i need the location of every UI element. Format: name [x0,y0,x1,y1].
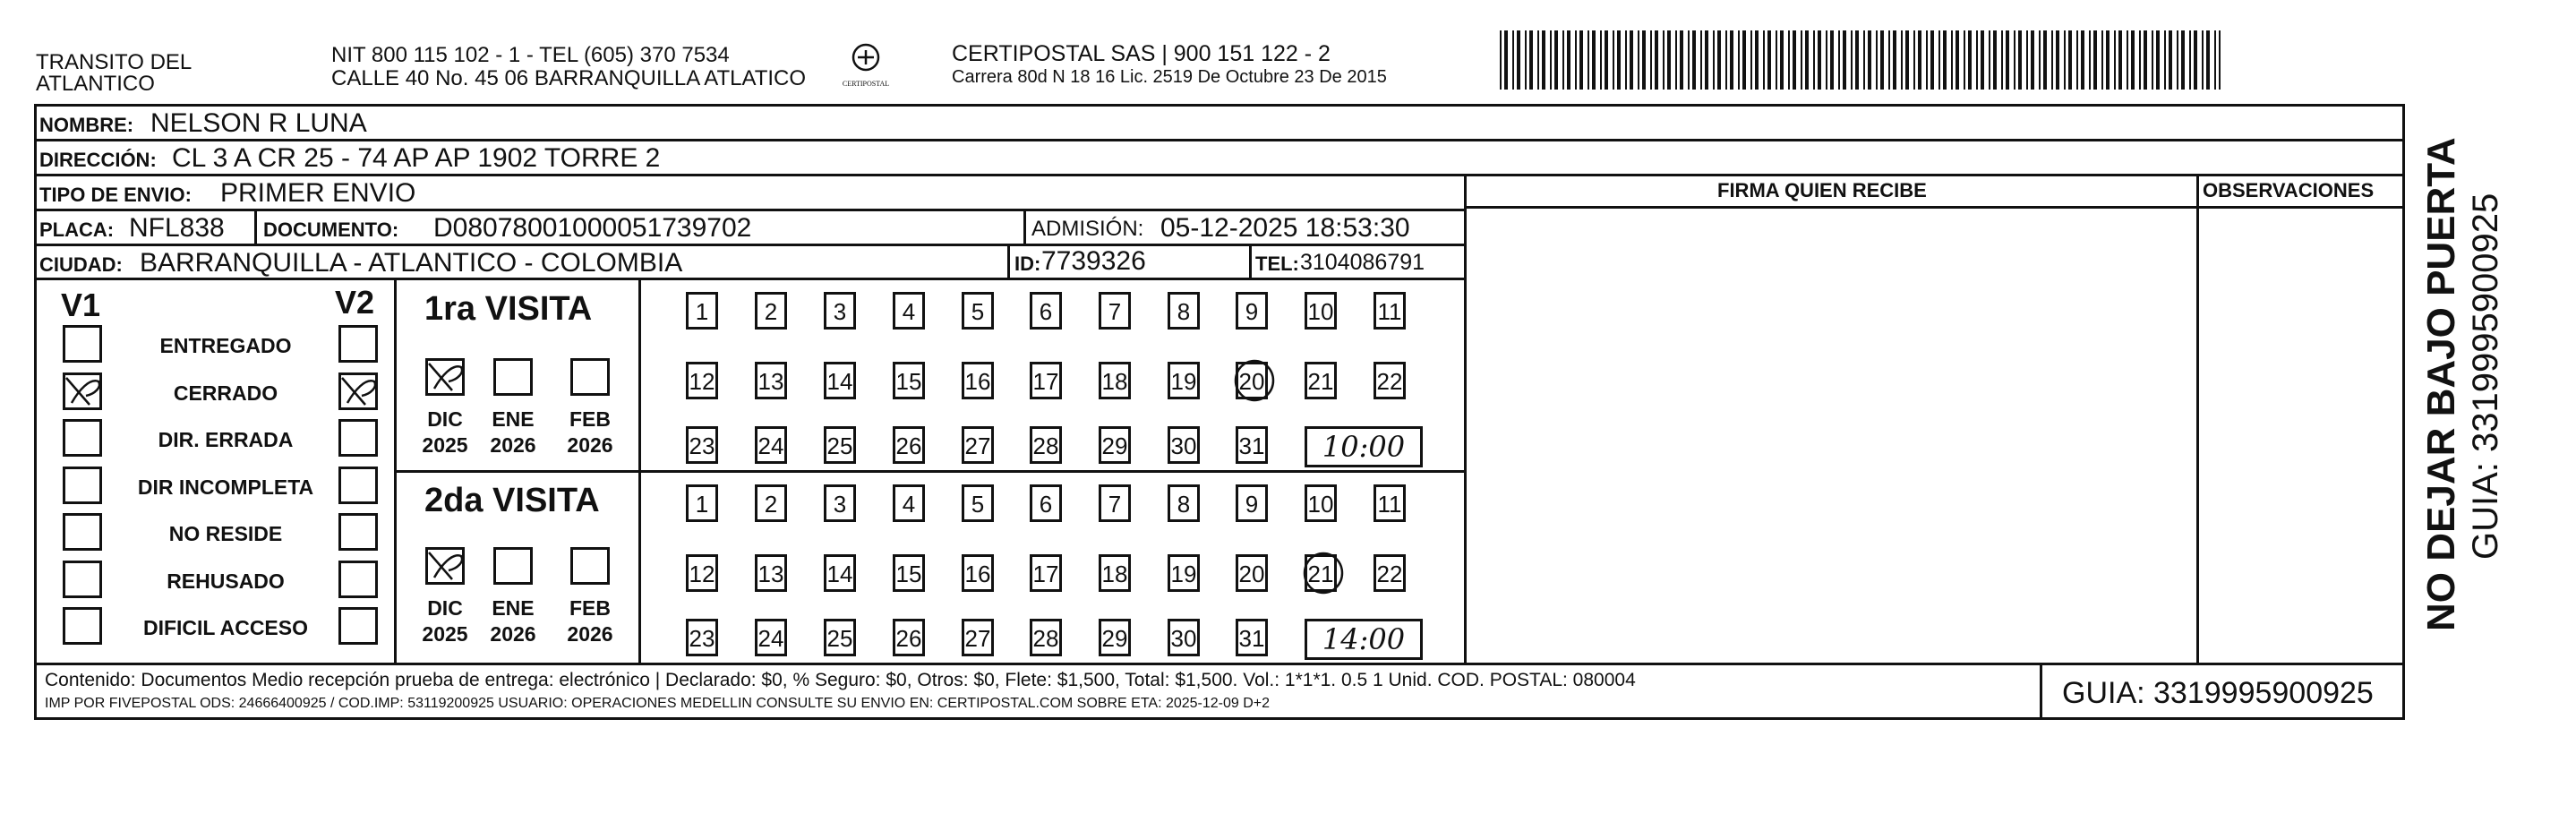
month-year: 2026 [490,432,536,457]
visit2-day-4[interactable]: 4 [893,484,925,522]
month-year: 2025 [422,621,468,646]
barcode [1500,30,2225,90]
side-guia: GUIA: 3319995900925 [2466,193,2505,560]
v1-header: V1 [61,287,101,323]
visit1-day-30[interactable]: 30 [1168,426,1200,464]
admision-value: 05-12-2025 18:53:30 [1160,213,1410,243]
visit1-day-4[interactable]: 4 [893,292,925,330]
address-line: CALLE 40 No. 45 06 BARRANQUILLA ATLATICO [331,66,807,90]
visit1-day-19[interactable]: 19 [1168,362,1200,399]
month-label [416,595,474,647]
visit1-day-28[interactable]: 28 [1030,426,1062,464]
visit2-day-25[interactable]: 25 [824,619,856,656]
visit2-day-18[interactable]: 18 [1099,554,1131,592]
visit2-month-dic[interactable] [425,547,465,585]
visit2-day-28[interactable]: 28 [1030,619,1062,656]
visit1-day-1[interactable]: 1 [686,292,718,330]
visit2-day-21[interactable]: 21 [1305,554,1337,592]
visit2-day-31[interactable]: 31 [1236,619,1268,656]
visit1-day-15[interactable]: 15 [893,362,925,399]
side-text [2411,125,2519,645]
svg-text:CERTIPOSTAL: CERTIPOSTAL [842,80,890,88]
footer-guia: GUIA: 3319995900925 [2062,676,2374,710]
month-label [561,595,619,647]
direccion-value: CL 3 A CR 25 - 74 AP AP 1902 TORRE 2 [172,143,661,173]
v2-checkbox-cerrado[interactable] [338,372,378,410]
visit2-month-feb[interactable] [570,547,610,585]
visit2-day-10[interactable]: 10 [1305,484,1337,522]
firma-header: FIRMA QUIEN RECIBE [1717,179,1927,201]
visit2-day-29[interactable]: 29 [1099,619,1131,656]
visit1-time-box[interactable]: 10:00 [1305,426,1423,467]
status-label: NO RESIDE [168,522,283,545]
status-label: DIFICIL ACCESO [142,616,308,639]
visit2-day-5[interactable]: 5 [962,484,994,522]
visit1-day-12[interactable]: 12 [686,362,718,399]
visit1-day-17[interactable]: 17 [1030,362,1062,399]
courier-address: Carrera 80d N 18 16 Lic. 2519 De Octubre 23 De 2015 [952,67,1387,87]
visit1-day-22[interactable]: 22 [1374,362,1406,399]
visit1-day-10[interactable]: 10 [1305,292,1337,330]
visit1-month-ene[interactable] [493,358,533,396]
visit2-day-23[interactable]: 23 [686,619,718,656]
visit2-day-11[interactable]: 11 [1374,484,1406,522]
handwritten-mark-icon [425,547,465,585]
footer-line2: IMP POR FIVEPOSTAL ODS: 24666400925 / COD.IMP: 53119200925 USUARIO: OPERACIONES MEDELLIN CONSULTE SU ENVIO EN: CERTIPOSTAL.COM SOBRE ETA: 2025-12-09 D+2 [45,696,1271,711]
side-warning: NO DEJAR BAJO PUERTA [2419,137,2463,631]
month-name: ENE [492,407,535,431]
visit1-day-11[interactable]: 11 [1374,292,1406,330]
month-name: DIC [427,407,463,431]
visit2-day-27[interactable]: 27 [962,619,994,656]
status-label: CERRADO [173,381,278,405]
visit2-day-15[interactable]: 15 [893,554,925,592]
visit2-day-20[interactable]: 20 [1236,554,1268,592]
visit2-day-2[interactable]: 2 [755,484,787,522]
visit1-day-27[interactable]: 27 [962,426,994,464]
month-year: 2026 [567,432,613,457]
v2-checkbox-dir-errada[interactable] [338,419,378,457]
visit1-day-5[interactable]: 5 [962,292,994,330]
v1-checkbox-dificil-acceso[interactable] [63,607,102,645]
month-year: 2026 [490,621,536,646]
visit2-day-3[interactable]: 3 [824,484,856,522]
status-label: REHUSADO [167,569,285,593]
direccion-label: DIRECCIÓN: [39,149,157,171]
visit1-day-24[interactable]: 24 [755,426,787,464]
visit2-day-30[interactable]: 30 [1168,619,1200,656]
org-name-line2: ATLANTICO [36,72,155,96]
id-value: 7739326 [1041,246,1146,276]
nombre-label: NOMBRE: [39,114,134,136]
tipo-envio-label: TIPO DE ENVIO: [39,184,192,206]
nombre-value: NELSON R LUNA [150,108,367,138]
visit2-day-1[interactable]: 1 [686,484,718,522]
handwritten-mark-icon [425,358,465,396]
courier-line: CERTIPOSTAL SAS | 900 151 122 - 2 [952,41,1331,66]
visit2-title: 2da VISITA [424,482,600,519]
month-label [484,407,542,458]
status-label: DIR INCOMPLETA [137,475,314,499]
nit-line: NIT 800 115 102 - 1 - TEL (605) 370 7534 [331,43,730,67]
ciudad-value: BARRANQUILLA - ATLANTICO - COLOMBIA [140,248,683,278]
visit1-day-9[interactable]: 9 [1236,292,1268,330]
visit1-day-2[interactable]: 2 [755,292,787,330]
month-name: FEB [569,596,611,620]
visit1-day-14[interactable]: 14 [824,362,856,399]
org-name-line1: TRANSITO DEL [36,50,193,74]
visit1-day-29[interactable]: 29 [1099,426,1131,464]
visit2-day-7[interactable]: 7 [1099,484,1131,522]
v1-checkbox-dir-incompleta[interactable] [63,467,102,504]
visit2-day-6[interactable]: 6 [1030,484,1062,522]
footer-line1: Contenido: Documentos Medio recepción prueba de entrega: electrónico | Declarado: $0, % Seguro: $0, Otros: $0, Flete: $1,500, Total: $1,500. Vol.: 1*1*1. 0.5 1 Unid. COD. POSTAL: 080004 [45,670,1636,690]
v1-checkbox-entregado[interactable] [63,325,102,363]
visit1-month-feb[interactable] [570,358,610,396]
visit1-day-8[interactable]: 8 [1168,292,1200,330]
handwritten-mark-icon [338,372,378,410]
placa-value: NFL838 [129,213,225,243]
visit2-day-14[interactable]: 14 [824,554,856,592]
documento-label: DOCUMENTO: [263,218,399,241]
v2-checkbox-rehusado[interactable] [338,561,378,598]
month-year: 2025 [422,432,468,457]
visit2-day-24[interactable]: 24 [755,619,787,656]
visit1-day-6[interactable]: 6 [1030,292,1062,330]
status-label: DIR. ERRADA [158,428,294,451]
v1-checkbox-no-reside[interactable] [63,513,102,551]
day-circle-mark-icon [1232,356,1277,409]
id-label: ID: [1014,253,1041,275]
visit1-day-25[interactable]: 25 [824,426,856,464]
visit1-day-31[interactable]: 31 [1236,426,1268,464]
visit2-time-box[interactable]: 14:00 [1305,619,1423,660]
visit1-day-26[interactable]: 26 [893,426,925,464]
visit1-title: 1ra VISITA [424,290,593,328]
tel-label: TEL: [1255,253,1299,275]
handwritten-mark-icon [63,372,102,410]
day-circle-mark-icon [1301,549,1346,602]
visit1-month-dic[interactable] [425,358,465,396]
month-label [416,407,474,458]
visit2-month-ene[interactable] [493,547,533,585]
tipo-envio-value: PRIMER ENVIO [220,178,416,208]
placa-label: PLACA: [39,218,115,241]
visit2-day-19[interactable]: 19 [1168,554,1200,592]
v2-checkbox-dificil-acceso[interactable] [338,607,378,645]
month-name: DIC [427,596,463,620]
v1-checkbox-rehusado[interactable] [63,561,102,598]
certipostal-logo [834,39,897,93]
visit2-day-8[interactable]: 8 [1168,484,1200,522]
v2-header: V2 [335,284,375,321]
visit1-day-20[interactable]: 20 [1236,362,1268,399]
observaciones-header: OBSERVACIONES [2203,179,2375,201]
status-label: ENTREGADO [159,334,292,357]
v1-checkbox-dir-errada[interactable] [63,419,102,457]
admision-label: ADMISIÓN: [1031,217,1144,241]
v2-checkbox-entregado[interactable] [338,325,378,363]
visit2-day-12[interactable]: 12 [686,554,718,592]
visit1-day-21[interactable]: 21 [1305,362,1337,399]
month-year: 2026 [567,621,613,646]
v2-checkbox-no-reside[interactable] [338,513,378,551]
month-label [561,407,619,458]
month-name: ENE [492,596,535,620]
month-label [484,595,542,647]
month-name: FEB [569,407,611,431]
documento-value: D08078001000051739702 [433,213,752,243]
visit1-day-18[interactable]: 18 [1099,362,1131,399]
visit2-day-17[interactable]: 17 [1030,554,1062,592]
v2-checkbox-dir-incompleta[interactable] [338,467,378,504]
visit1-day-7[interactable]: 7 [1099,292,1131,330]
visit1-day-16[interactable]: 16 [962,362,994,399]
ciudad-label: CIUDAD: [39,253,123,276]
visit2-day-22[interactable]: 22 [1374,554,1406,592]
visit2-day-16[interactable]: 16 [962,554,994,592]
visit1-day-3[interactable]: 3 [824,292,856,330]
visit2-day-26[interactable]: 26 [893,619,925,656]
visit1-day-13[interactable]: 13 [755,362,787,399]
tel-value: 3104086791 [1300,250,1425,275]
visit2-day-13[interactable]: 13 [755,554,787,592]
visit2-day-9[interactable]: 9 [1236,484,1268,522]
visit1-day-23[interactable]: 23 [686,426,718,464]
v1-checkbox-cerrado[interactable] [63,372,102,410]
